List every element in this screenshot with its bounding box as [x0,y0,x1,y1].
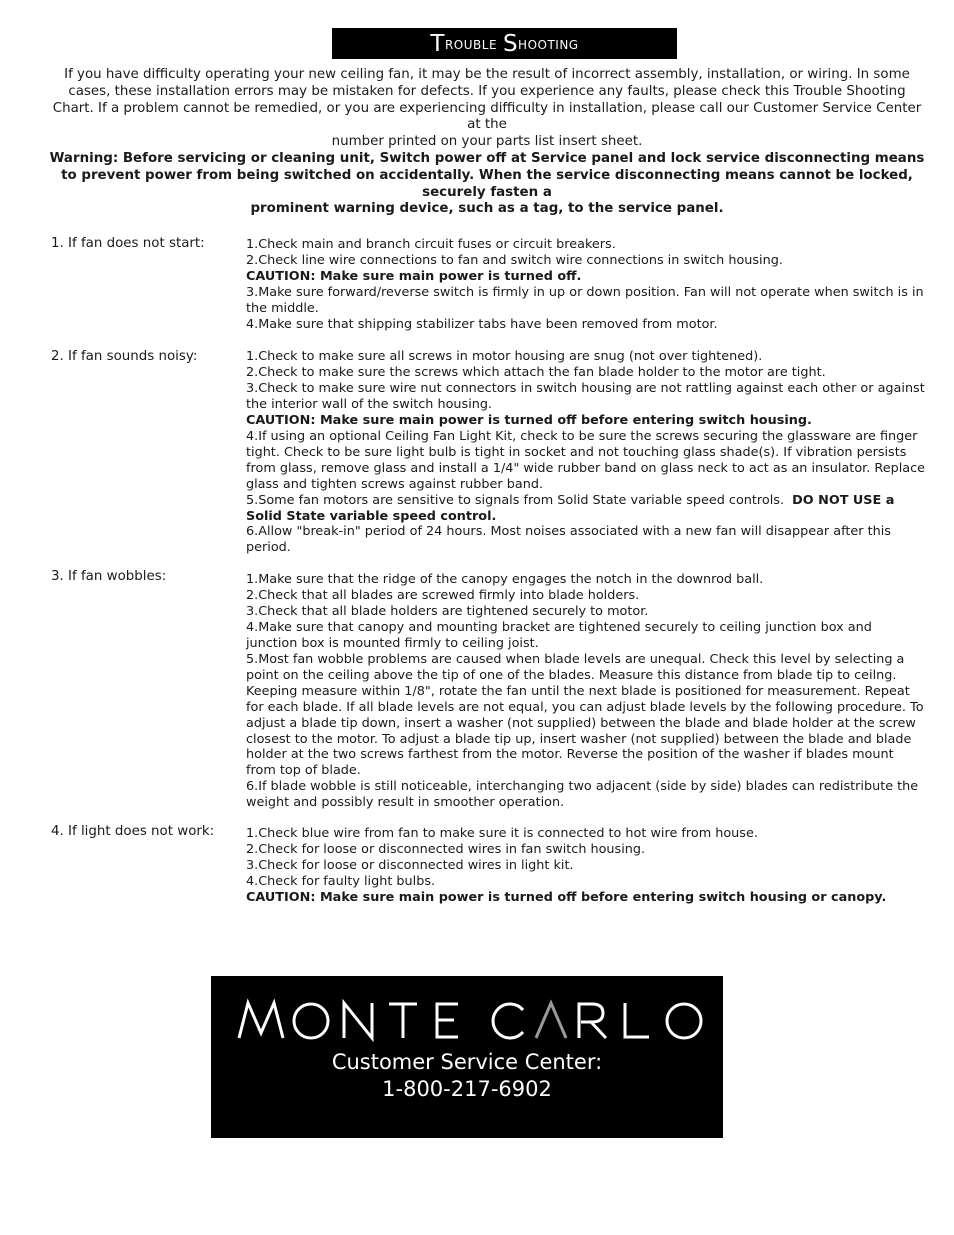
caution-item: CAUTION: Make sure main power is turned off. [246,268,582,284]
section-body [246,826,926,906]
check-item: 2.Check for loose or disconnected wires in fan switch housing. [246,841,646,857]
check-item: 3.Make sure forward/reverse switch is firmly in up or down position. Fan will not operate when switch is in the middle. [246,284,924,316]
intro-paragraph: If you have difficulty operating your new ceiling fan, it may be the result of incorrect assembly, installation, or wiring. In some cases, these installation errors may be mistaken for defects. If you experience any faults, please check this Trouble Shooting Chart. If a problem cannot be remedied, or you are experiencing difficulty in installation, please call our Customer Service Center at the [52,67,922,133]
page-title [332,28,677,59]
check-item: 5.Some fan motors are sensitive to signals from Solid State variable speed controls. DO NOT USE a Solid State variable speed control. [246,492,895,524]
warning-text-end: prominent warning device, such as a tag, to the service panel. [250,201,724,217]
section-label: 1. If fan does not start: [51,236,205,251]
check-item: 3.Check to make sure wire nut connectors in switch housing are not rattling against each other or against the interior wall of the switch housing. [246,380,925,412]
title-cap-t: T [430,30,445,57]
check-item: 6.Allow "break-in" period of 24 hours. Most noises associated with a new fan will disappear after this period. [246,524,891,556]
check-item: 4.Make sure that shipping stabilizer tabs have been removed from motor. [246,316,718,332]
check-item: 1.Check to make sure all screws in motor housing are snug (not over tightened). [246,349,763,364]
title-rest-hooting: hooting [518,33,579,54]
section-body [246,237,926,333]
brand-wordmark [211,986,723,1048]
check-item: 4.Make sure that canopy and mounting bracket are tightened securely to ceiling junction box and junction box is mounted firmly to ceiling joist. [246,619,872,651]
check-item: 1.Check main and branch circuit fuses or circuit breakers. [246,237,616,252]
customer-service-info [211,1049,723,1103]
brand-logo [211,986,723,1048]
caution-item: CAUTION: Make sure main power is turned off before entering switch housing or canopy. [246,889,887,905]
intro-paragraph-end: number printed on your parts list insert sheet. [331,134,643,150]
check-item: 2.Check to make sure the screws which attach the fan blade holder to the motor are tight. [246,364,826,380]
check-item: 4.Check for faulty light bulbs. [246,873,436,889]
brand-panel [211,976,723,1138]
check-item: 3.Check that all blade holders are tightened securely to motor. [246,603,649,619]
caution-item: CAUTION: Make sure main power is turned off before entering switch housing. [246,412,812,428]
check-item: 1.Check blue wire from fan to make sure it is connected to hot wire from house. [246,826,758,841]
check-item: 1.Make sure that the ridge of the canopy engages the notch in the downrod ball. [246,572,764,587]
check-item: 5.Most fan wobble problems are caused when blade levels are unequal. Check this level by selecting a point on the ceiling above the tip of one of the blades. Measure this distance from blade tip to ceilng. Keeping measure within 1/8", rotate the fan until the next blade is positioned for measurement. Repeat for each blade. If all blade levels are not equal, you can adjust blade levels by the following procedure. To adjust a blade tip down, insert a washer (not supplied) between the blade and blade holder at the screw closest to the motor. To adjust a blade tip up, insert washer (not supplied) between the blade and blade holder at the two screws farthest from the motor. Reverse the position of the washer if blades mount from top of blade. [246,651,924,779]
csc-phone: 1-800-217-6902 [382,1077,552,1101]
title-rest-rouble: rouble [444,33,498,54]
check-item: 4.If using an optional Ceiling Fan Light Kit, check to be sure the screws securing the glassware are finger tight. Check to be sure light bulb is tight in socket and not touching glass shade(s). If vibration persists from glass, remove glass and install a 1/4" wide rubber band on glass neck to act as an insulator. Replace glass and tighten screws against rubber band. [246,428,925,492]
section-label: 2. If fan sounds noisy: [51,349,198,364]
csc-label: Customer Service Center: [331,1050,603,1074]
section-label: 4. If light does not work: [51,824,215,839]
check-item: 2.Check line wire connections to fan and switch wire connections in switch housing. [246,252,783,268]
warning-text: Warning: Before servicing or cleaning unit, Switch power off at Service panel and lock service disconnecting means to prevent power from being switched on accidentally. When the service disconnecting means cannot be locked, securely fasten a [49,150,925,200]
check-item: 3.Check for loose or disconnected wires in light kit. [246,857,574,873]
section-body [246,572,926,811]
intro-block [48,67,926,218]
section-label: 3. If fan wobbles: [51,569,167,584]
title-cap-s: S [502,30,519,57]
check-item: 6.If blade wobble is still noticeable, interchanging two adjacent (side by side) blades can redistribute the weight and possibly result in smoother operation. [246,779,919,811]
check-item: 2.Check that all blades are screwed firmly into blade holders. [246,587,640,603]
section-body [246,349,926,556]
